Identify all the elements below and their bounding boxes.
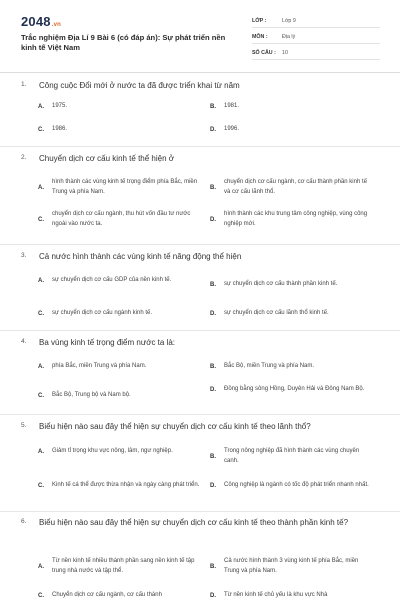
option-b[interactable] [210,102,372,112]
option-text: Bắc Bộ, miền Trung và phía Nam. [224,363,315,369]
question-header [21,337,359,349]
option-letter: A. [38,277,44,284]
question-header [21,251,359,263]
meta-label: LỚP : [252,18,267,24]
meta-label: SỐ CÂU : [252,50,276,56]
option-text: sự chuyển dịch cơ cấu thành phần kinh tế. [224,281,338,287]
question-divider [0,511,400,512]
option-d[interactable] [210,210,372,229]
option-letter: C. [38,392,44,399]
option-b[interactable] [210,280,372,290]
page-title: Trắc nghiệm Địa Lí 9 Bài 6 (có đáp án): Sự phát triển nền kinh tế Việt Nam [21,33,226,52]
question-divider [0,146,400,147]
option-d[interactable] [210,125,372,135]
option-c[interactable] [38,210,200,229]
option-text: sự chuyển dịch cơ cấu ngành kinh tế. [52,310,153,316]
question-number: 2. [21,154,27,161]
option-b[interactable] [210,178,372,197]
option-text: Từ nền kinh tế nhiều thành phần sang nền kinh tế tập trung nhà nước và tập thể. [52,558,195,574]
meta-value: 10 [282,50,288,56]
option-text: Cả nước hình thành 3 vùng kinh tế phía Bắc, miền Trung và phía Nam. [224,558,359,574]
option-letter: D. [210,482,216,489]
option-letter: B. [210,453,216,460]
option-c[interactable] [38,309,200,319]
question-text: Biểu hiện nào sau đây thể hiện sự chuyển dịch cơ cấu kinh tế theo thành phần kinh tế? [39,518,349,527]
option-text: 1996. [224,126,240,132]
question-number: 6. [21,518,27,525]
option-d[interactable] [210,481,372,491]
option-c[interactable] [38,481,200,491]
option-text: 1981. [224,103,240,109]
option-text: chuyển dịch cơ cấu ngành, cơ cấu thành phần kinh tế và cơ cấu lãnh thổ. [224,179,367,195]
option-letter: B. [210,563,216,570]
option-letter: D. [210,216,216,223]
option-text: Bắc Bộ, Trung bộ và Nam bộ. [52,392,131,398]
option-text: sự chuyển dịch cơ cấu GDP của nền kinh tế. [52,277,172,283]
question-number: 1. [21,81,27,88]
quiz-meta-panel [252,15,380,63]
question-header [21,517,359,529]
question-divider [0,330,400,331]
option-d[interactable] [210,385,372,395]
option-letter: A. [38,184,44,191]
logo-suffix: .vn [51,22,62,28]
meta-label: MÔN : [252,34,268,40]
option-text: phía Bắc, miền Trung và phía Nam. [52,363,147,369]
option-letter: A. [38,448,44,455]
option-text: 1986. [52,126,68,132]
option-text: Công nghiệp là ngành có tốc độ phát triển nhanh nhất. [224,482,369,488]
option-letter: A. [38,103,44,110]
question-divider [0,414,400,415]
option-letter: D. [210,592,216,599]
logo-text: 2048 [21,14,51,29]
option-letter: A. [38,563,44,570]
meta-row-class [252,15,380,28]
question-text: Công cuộc Đổi mới ở nước ta đã được triển khai từ năm [39,81,240,90]
question-number: 3. [21,252,27,259]
option-b[interactable] [210,447,372,466]
option-letter: B. [210,103,216,110]
option-text: Trong nông nghiệp đã hình thành các vùng chuyên canh. [224,448,360,464]
question-text: Ba vùng kinh tế trọng điểm nước ta là: [39,338,176,347]
header-divider [0,72,400,73]
question-text: Cả nước hình thành các vùng kinh tế năng động thể hiện [39,252,242,261]
meta-row-subject [252,31,380,44]
option-letter: B. [210,281,216,288]
option-text: Giảm tỉ trọng khu vực nông, lâm, ngư nghiệp. [52,448,173,454]
option-d[interactable] [210,309,372,319]
option-text: 1975. [52,103,68,109]
option-letter: C. [38,592,44,599]
option-d[interactable] [210,591,372,601]
option-text: Đồng bằng sông Hồng, Duyên Hải và Đông Nam Bộ. [224,386,365,392]
meta-value: Lớp 9 [282,18,296,24]
option-a[interactable] [38,362,200,372]
option-c[interactable] [38,125,200,135]
option-a[interactable] [38,102,200,112]
option-letter: B. [210,363,216,370]
question-divider [0,244,400,245]
question-text: Biểu hiện nào sau đây thể hiện sự chuyển dịch cơ cấu kinh tế theo lãnh thổ? [39,422,311,431]
question-number: 5. [21,422,27,429]
option-letter: D. [210,386,216,393]
option-text: chuyển dịch cơ cấu ngành, thu hút vốn đầu tư nước ngoài vào nước ta. [52,211,191,227]
option-letter: A. [38,363,44,370]
question-number: 4. [21,338,27,345]
option-letter: B. [210,184,216,191]
site-logo[interactable] [21,14,61,29]
option-letter: C. [38,126,44,133]
option-letter: D. [210,126,216,133]
option-text: hình thành các khu trung tâm công nghiệp, vùng công nghiệp mới. [224,211,368,227]
option-c[interactable] [38,591,200,601]
question-text: Chuyển dịch cơ cấu kinh tế thể hiện ở [39,154,175,163]
option-letter: C. [38,216,44,223]
option-letter: D. [210,310,216,317]
option-a[interactable] [38,557,200,576]
meta-row-count [252,47,380,60]
option-c[interactable] [38,391,200,401]
option-b[interactable] [210,362,372,372]
option-letter: C. [38,482,44,489]
question-header [21,421,359,433]
option-letter: C. [38,310,44,317]
option-text: Kinh tế cá thể được thừa nhận và ngày càng phát triển. [52,482,200,488]
option-text: sự chuyển dịch cơ cấu lãnh thổ kinh tế. [224,310,329,316]
option-a[interactable] [38,178,200,197]
option-a[interactable] [38,276,200,286]
question-header [21,80,359,92]
page-header [0,0,400,70]
option-text: hình thành các vùng kinh tế trọng điểm phía Bắc, miền Trung và phía Nam. [52,179,198,195]
option-text: Từ nền kinh tế chủ yếu là khu vực Nhà [224,592,328,598]
meta-value: Địa lý [282,34,296,40]
option-b[interactable] [210,557,372,576]
question-header [21,153,359,165]
option-text: Chuyển dịch cơ cấu ngành, cơ cấu thành [52,592,162,598]
option-a[interactable] [38,447,200,457]
